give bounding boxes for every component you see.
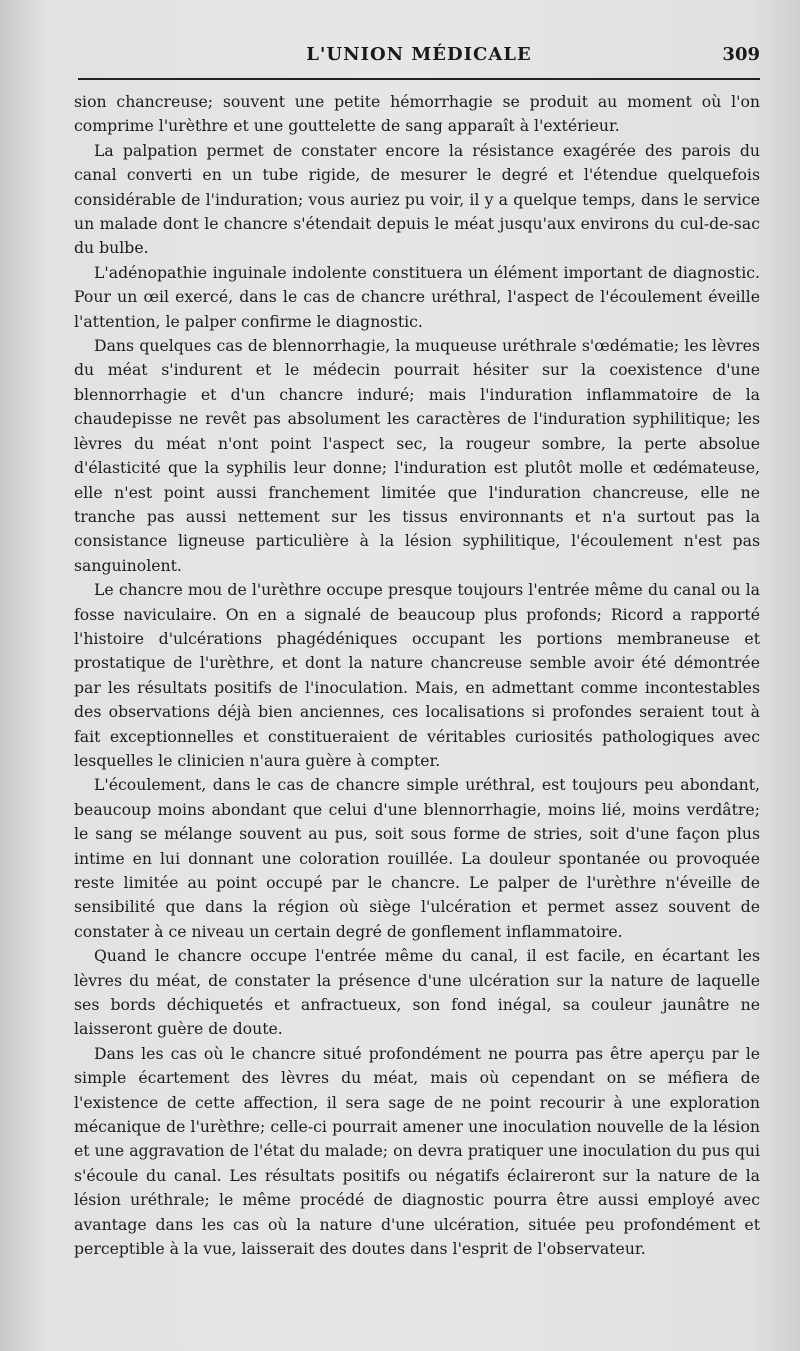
paragraph-1: sion chancreuse; souvent une petite hémorrhagie se produit au moment où l'on comprime l'urèthre et une gouttelette de sang apparaît à l'extérieur. bbox=[74, 92, 760, 136]
running-head bbox=[78, 44, 760, 74]
header-rule bbox=[78, 78, 760, 80]
journal-title: L'UNION MÉDICALE bbox=[306, 44, 532, 65]
paragraph-7: Quand le chancre occupe l'entrée même du canal, il est facile, en écartant les lèvres du méat, de constater la présence d'une ulcération sur la nature de laquelle ses bords déchiquetés et anfractueux, son fond inégal, sa couleur jaunâtre ne laisseront guère de doute. bbox=[74, 946, 760, 1039]
page-number: 309 bbox=[722, 44, 760, 65]
paragraph-5: Le chancre mou de l'urèthre occupe presque toujours l'entrée même du canal ou la fosse naviculaire. On en a signalé de beaucoup plus profonds; Ricord a rapporté l'histoire d'ulcérations phagédéniques occupant les portions membraneuse et prostatique de l'urèthre, et dont la nature chancreuse semble avoir été démontrée par les résultats positifs de l'inoculation. Mais, en admettant comme incontestables des observations déjà bien anciennes, ces localisations si profondes seraient tout à fait exceptionnelles et constitueraient de véritables curiosités pathologiques avec lesquelles le clinicien n'aura guère à compter. bbox=[74, 580, 760, 770]
paragraph-3: L'adénopathie inguinale indolente constituera un élément important de diagnostic. Pour un œil exercé, dans le cas de chancre uréthral, l'aspect de l'écoulement éveille l'attention, le palper confirme le diagnostic. bbox=[74, 262, 760, 331]
paragraph-6: L'écoulement, dans le cas de chancre simple uréthral, est toujours peu abondant, beaucoup moins abondant que celui d'une blennorrhagie, moins lié, moins verdâtre; le sang se mélange souvent au pus, soit sous forme de stries, soit d'une façon plus intime en lui donnant une coloration rouillée. La douleur spontanée ou provoquée reste limitée au point occupé par le chancre. Le palper de l'urèthre n'éveille de sensibilité que dans la région où siège l'ulcération et permet assez souvent de constater à ce niveau un certain degré de gonflement inflammatoire. bbox=[74, 775, 760, 941]
paragraph-8: Dans les cas où le chancre situé profondément ne pourra pas être aperçu par le simple écartement des lèvres du méat, mais où cependant on se méfiera de l'existence de cette affection, il sera sage de ne point recourir à une exploration mécanique de l'urèthre; celle-ci pourrait amener une inoculation nouvelle de la lésion et une aggravation de l'état du malade; on devra pratiquer une inoculation du pus qui s'écoule du canal. Les résultats positifs ou négatifs éclaireront sur la nature de la lésion uréthrale; le même procédé de diagnostic pourra être aussi employé avec avantage dans les cas où la nature d'une ulcération, située peu profondément et perceptible à la vue, laisserait des doutes dans l'esprit de l'observateur. bbox=[74, 1043, 760, 1259]
paragraph-4: Dans quelques cas de blennorrhagie, la muqueuse uréthrale s'œdématie; les lèvres du méat s'indurent et le médecin pourrait hésiter sur la coexistence d'une blennorrhagie et d'un chancre induré; mais l'induration inflammatoire de la chaudepisse ne revêt pas absolument les caractères de l'induration syphilitique; les lèvres du méat n'ont point l'aspect sec, la rougeur sombre, la perte absolue d'élasticité que la syphilis leur donne; l'induration est plutôt molle et œdémateuse, elle n'est point aussi franchement limitée que l'induration chancreuse, elle ne tranche pas aussi nettement sur les tissus environnants et n'a surtout pas la consistance ligneuse particulière à la lésion syphilitique, l'écoulement n'est pas sanguinolent. bbox=[74, 336, 760, 575]
article-body bbox=[74, 90, 760, 1262]
paragraph-2: La palpation permet de constater encore la résistance exagérée des parois du canal converti en un tube rigide, de mesurer le degré et l'étendue quelquefois considérable de l'induration; vous auriez pu voir, il y a quelque temps, dans le service un malade dont le chancre s'étendait depuis le méat jusqu'aux environs du cul-de-sac du bulbe. bbox=[74, 140, 760, 258]
